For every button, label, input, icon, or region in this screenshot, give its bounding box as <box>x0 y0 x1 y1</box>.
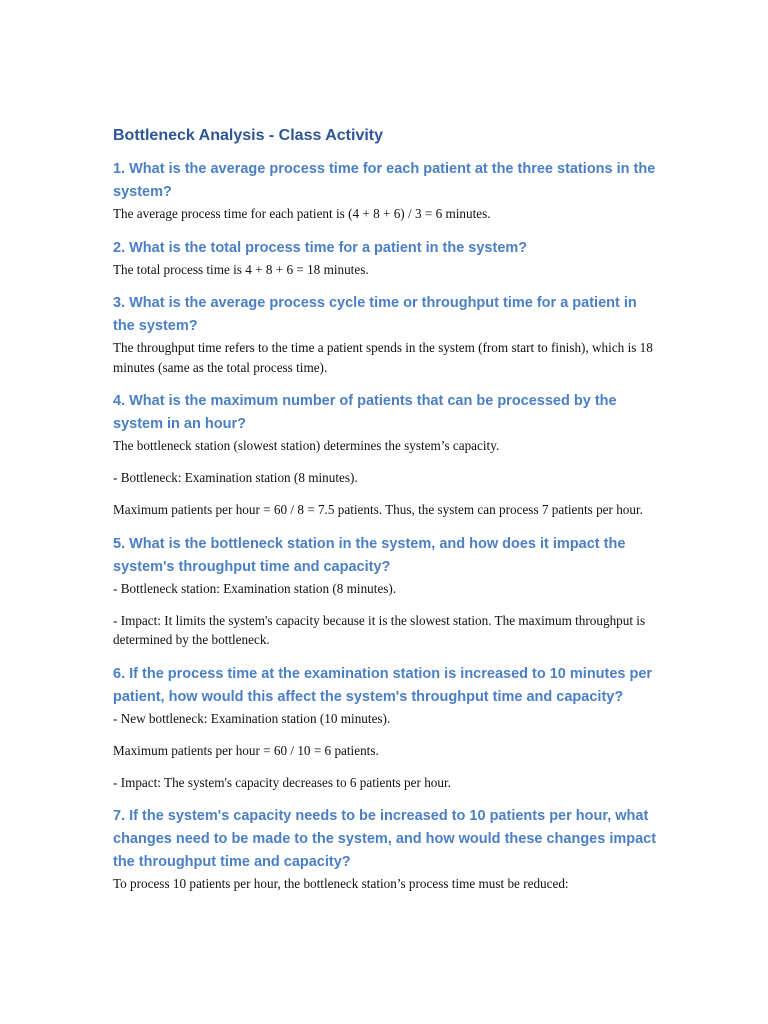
answer-paragraph: - New bottleneck: Examination station (10 minutes). <box>113 710 391 726</box>
answer-paragraph: Maximum patients per hour = 60 / 10 = 6 patients. <box>113 742 379 758</box>
qa-section <box>113 390 658 520</box>
qa-section <box>113 805 658 894</box>
question-heading: 3. What is the average process cycle time or throughput time for a patient in the system? <box>113 295 637 334</box>
answer-paragraph: The total process time is 4 + 8 + 6 = 18 minutes. <box>113 261 369 277</box>
question-heading: 5. What is the bottleneck station in the system, and how does it impact the system's throughput time and capacity? <box>113 535 626 575</box>
answer-paragraph: To process 10 patients per hour, the bottleneck station’s process time must be reduced: <box>113 876 569 891</box>
answer-paragraph: - Impact: It limits the system's capacity because it is the slowest station. The maximum throughput is determined by the bottleneck. <box>113 612 646 647</box>
sections-container <box>113 158 658 894</box>
question-heading: 6. If the process time at the examination station is increased to 10 minutes per patient, how would this affect the system's throughput time and capacity? <box>113 665 653 705</box>
answer-paragraph: The throughput time refers to the time a patient spends in the system (from start to finish), which is 18 minutes (same as the total process time). <box>113 340 653 375</box>
qa-section <box>113 292 658 377</box>
answer-paragraph: - Bottleneck station: Examination station (8 minutes). <box>113 580 397 596</box>
document-body <box>113 124 658 907</box>
qa-section <box>113 158 658 224</box>
question-heading: 7. If the system's capacity needs to be increased to 10 patients per hour, what changes need to be made to the system, and how would these changes impact the throughput time and capacity? <box>113 808 657 870</box>
document-title: Bottleneck Analysis - Class Activity <box>113 127 384 144</box>
question-heading: 4. What is the maximum number of patients that can be processed by the system in an hour? <box>113 393 617 432</box>
qa-section <box>113 533 658 650</box>
answer-paragraph: - Bottleneck: Examination station (8 minutes). <box>113 470 358 485</box>
answer-paragraph: The average process time for each patient is (4 + 8 + 6) / 3 = 6 minutes. <box>113 206 491 221</box>
answer-paragraph: The bottleneck station (slowest station) determines the system’s capacity. <box>113 438 500 453</box>
qa-section <box>113 237 658 280</box>
answer-paragraph: Maximum patients per hour = 60 / 8 = 7.5 patients. Thus, the system can process 7 patients per hour. <box>113 502 643 517</box>
answer-paragraph: - Impact: The system's capacity decreases to 6 patients per hour. <box>113 774 451 790</box>
question-heading: 1. What is the average process time for each patient at the three stations in the system? <box>113 161 656 200</box>
qa-section <box>113 663 658 793</box>
question-heading: 2. What is the total process time for a patient in the system? <box>113 239 528 256</box>
